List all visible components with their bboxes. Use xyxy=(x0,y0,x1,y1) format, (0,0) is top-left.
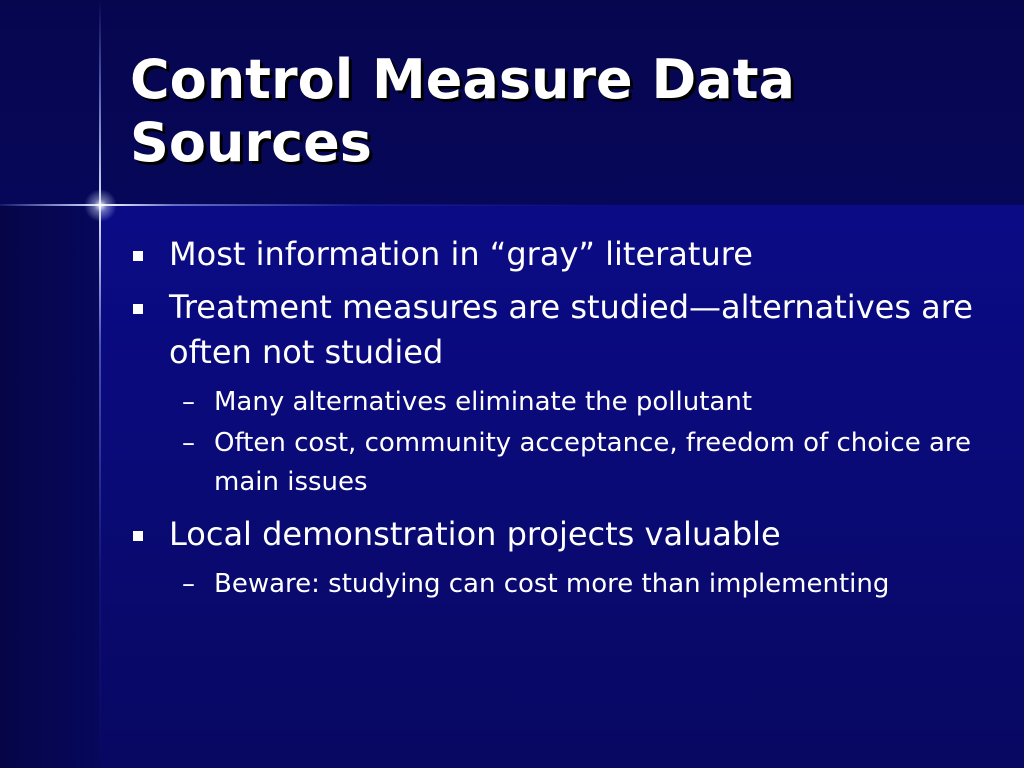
bullet-text: Local demonstration projects valuable xyxy=(169,515,781,553)
decorative-horizontal-line xyxy=(0,204,1024,206)
sub-bullet-item xyxy=(128,424,988,502)
dash-bullet-icon: – xyxy=(182,428,195,458)
bullet-item xyxy=(128,232,988,277)
sub-bullet-text: Beware: studying can cost more than implementing xyxy=(214,569,890,599)
sub-bullet-list xyxy=(128,383,988,502)
sub-bullet-item xyxy=(128,383,988,422)
bullet-item xyxy=(128,285,988,375)
left-band xyxy=(0,205,100,768)
sub-bullet-item xyxy=(128,565,988,604)
bullet-list xyxy=(128,232,988,614)
dash-bullet-icon: – xyxy=(182,569,195,599)
sub-bullet-text: Often cost, community acceptance, freedom of choice are main issues xyxy=(214,428,971,497)
bullet-text: Treatment measures are studied—alternatives are often not studied xyxy=(169,288,973,371)
bullet-text: Most information in “gray” literature xyxy=(169,235,753,273)
slide-title: Control Measure Data Sources xyxy=(130,48,795,174)
decorative-vertical-line xyxy=(99,0,101,768)
dash-bullet-icon: – xyxy=(182,387,195,417)
square-bullet-icon xyxy=(133,251,143,261)
bullet-item xyxy=(128,512,988,557)
sub-bullet-text: Many alternatives eliminate the pollutant xyxy=(214,387,753,417)
sparkle-icon xyxy=(84,189,117,222)
square-bullet-icon xyxy=(133,531,143,541)
sub-bullet-list xyxy=(128,565,988,604)
square-bullet-icon xyxy=(133,304,143,314)
